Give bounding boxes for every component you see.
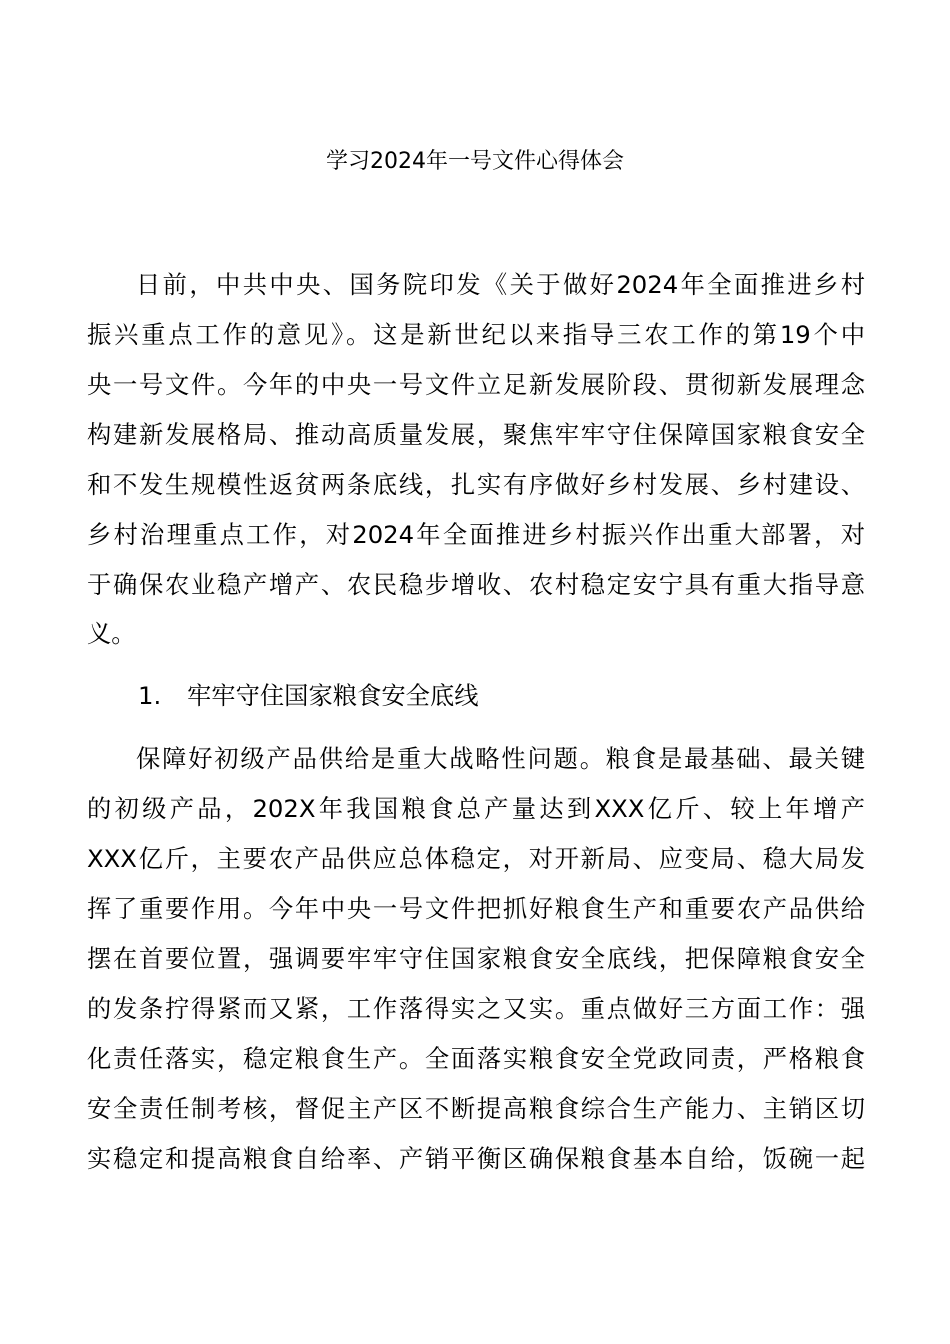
paragraph-2-line-2: 的初级产品，202X年我国粮食总产量达到XXX亿斤、较上年增产	[87, 794, 865, 823]
paragraph-2-line-4: 挥了重要作用。今年中央一号文件把抓好粮食生产和重要农产品供给	[87, 894, 865, 923]
paragraph-1-line-2: 振兴重点工作的意见》。这是新世纪以来指导三农工作的第19个中	[87, 320, 865, 349]
section-1-heading	[138, 678, 479, 714]
paragraph-2-line-3: XXX亿斤，主要农产品供应总体稳定，对开新局、应变局、稳大局发	[87, 844, 865, 873]
paragraph-1-line-6: 乡村治理重点工作，对2024年全面推进乡村振兴作出重大部署，对	[87, 520, 865, 549]
paragraph-1-line-1: 日前，中共中央、国务院印发《关于做好2024年全面推进乡村	[136, 270, 865, 299]
document-title: 学习2024年一号文件心得体会	[326, 149, 624, 174]
paragraph-2-line-5: 摆在首要位置，强调要牢牢守住国家粮食安全底线，把保障粮食安全	[87, 944, 865, 973]
paragraph-1-line-5: 和不发生规模性返贫两条底线，扎实有序做好乡村发展、乡村建设、	[87, 470, 865, 499]
paragraph-1-line-3: 央一号文件。今年的中央一号文件立足新发展阶段、贯彻新发展理念	[87, 370, 865, 399]
paragraph-2-line-6: 的发条拧得紧而又紧，工作落得实之又实。重点做好三方面工作：强	[87, 994, 865, 1023]
paragraph-1-line-4: 构建新发展格局、推动高质量发展，聚焦牢牢守住保障国家粮食安全	[87, 420, 865, 449]
section-1-number: 1.	[138, 681, 162, 710]
paragraph-2-line-1: 保障好初级产品供给是重大战略性问题。粮食是最基础、最关键	[136, 744, 865, 773]
paragraph-2-line-7: 化责任落实，稳定粮食生产。全面落实粮食安全党政同责，严格粮食	[87, 1044, 865, 1073]
paragraph-2-line-8: 安全责任制考核，督促主产区不断提高粮食综合生产能力、主销区切	[87, 1094, 865, 1123]
paragraph-2-line-9: 实稳定和提高粮食自给率、产销平衡区确保粮食基本自给，饭碗一起	[87, 1144, 865, 1173]
section-1-title: 牢牢守住国家粮食安全底线	[187, 681, 479, 710]
paragraph-1-line-8: 义。	[87, 619, 136, 648]
paragraph-1-line-7: 于确保农业稳产增产、农民稳步增收、农村稳定安宁具有重大指导意	[87, 570, 865, 599]
